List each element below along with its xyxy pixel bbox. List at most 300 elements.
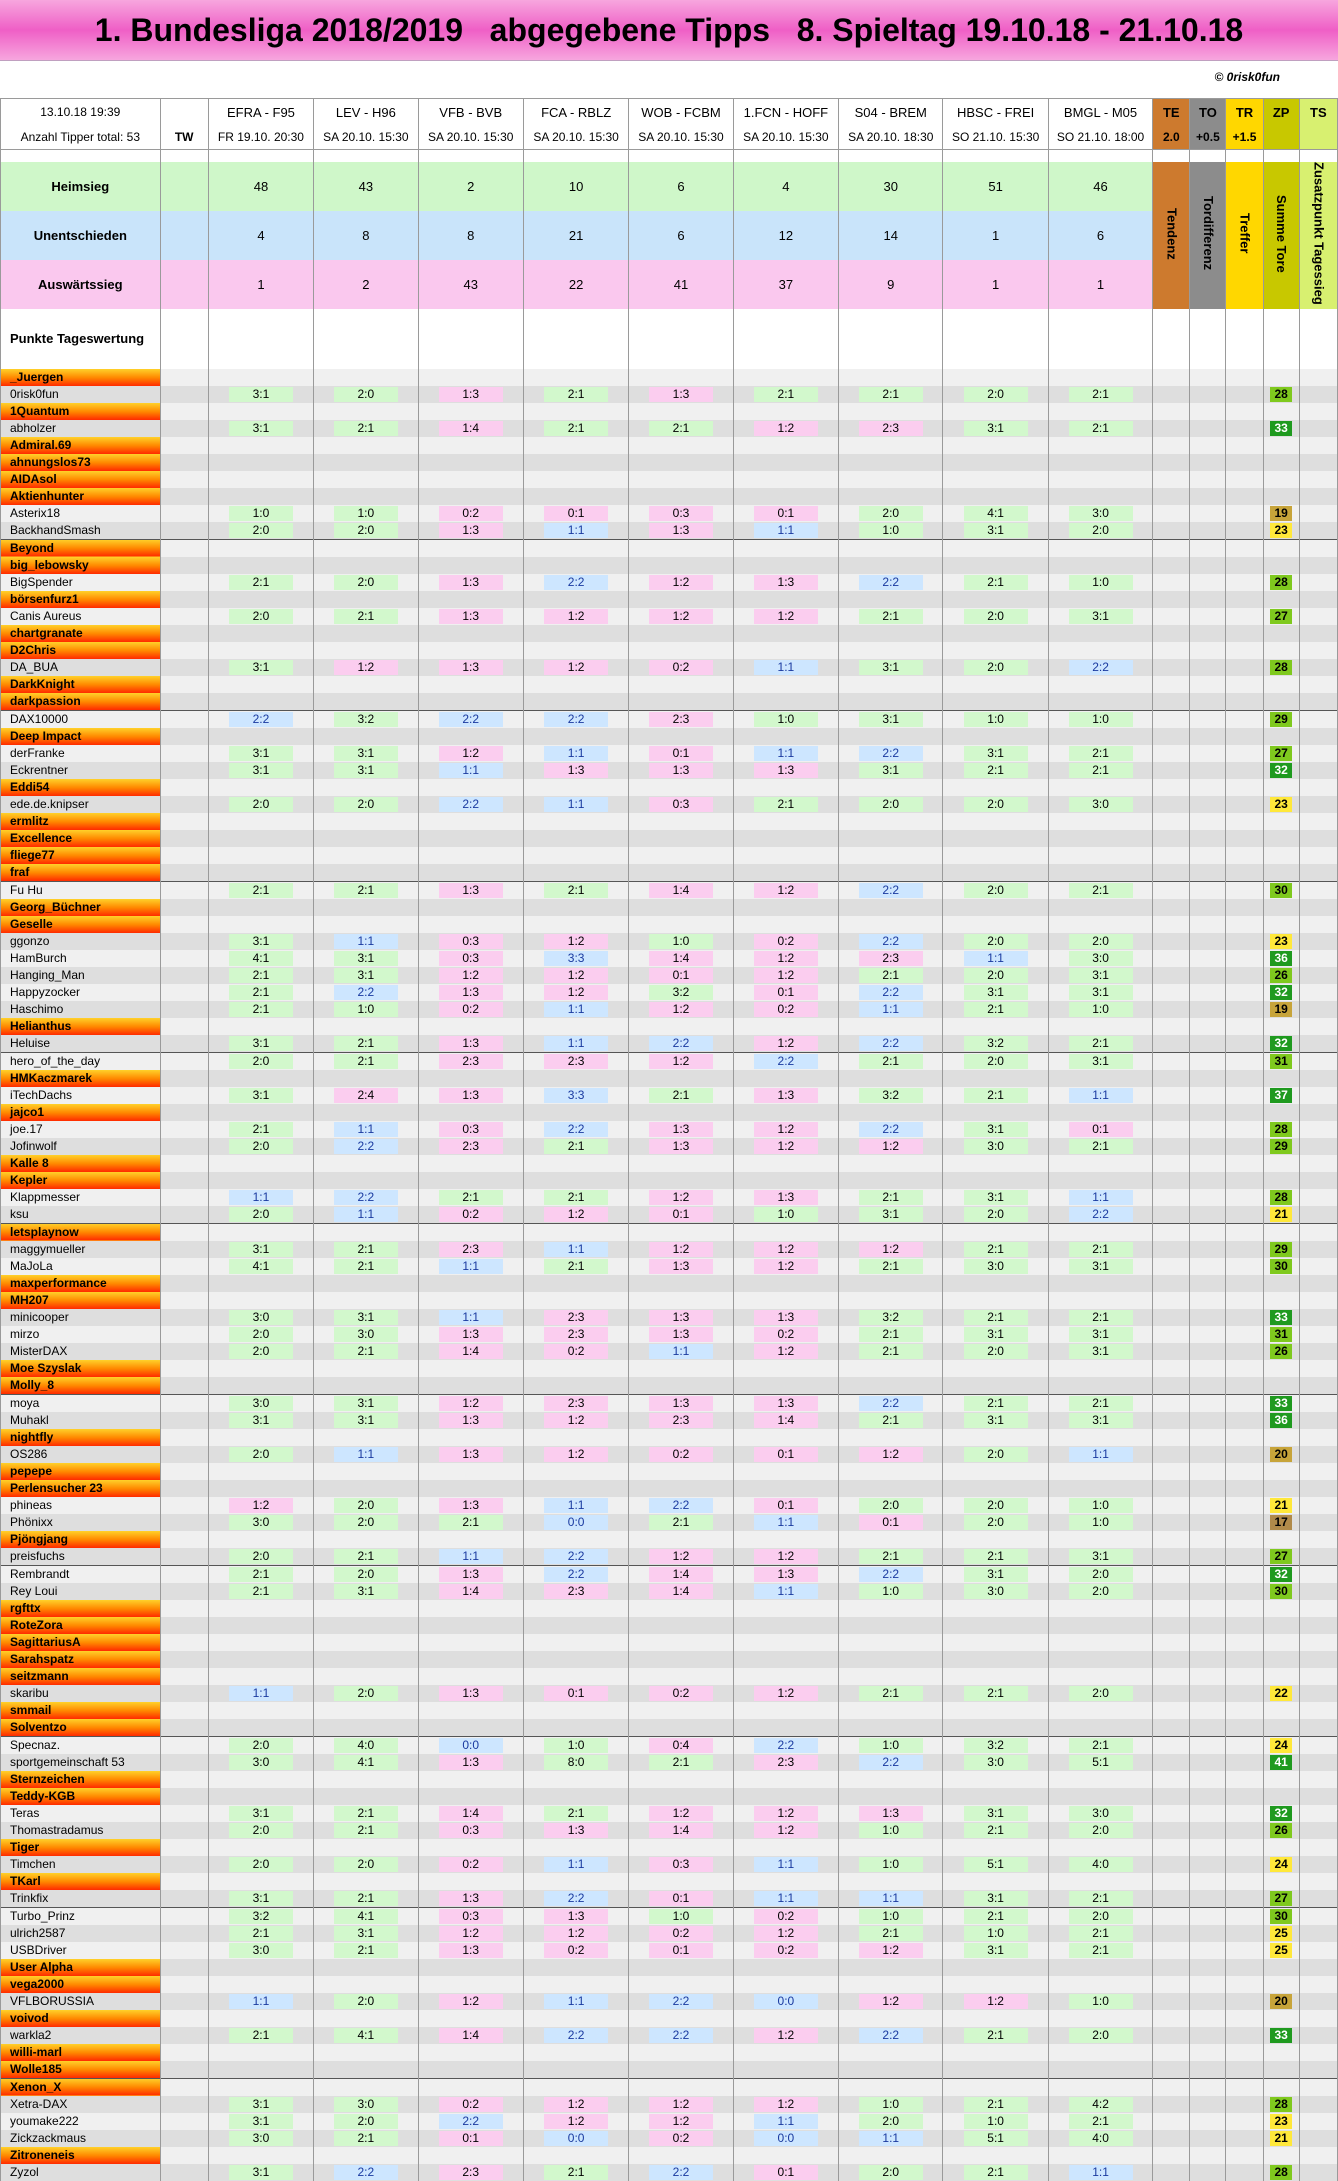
tip-score: 2:0 xyxy=(229,1344,293,1359)
tip-cell xyxy=(418,1839,523,1856)
tip-cell xyxy=(1048,1565,1152,1583)
tip-score: 0:0 xyxy=(754,2131,818,2146)
tip-score: 4:1 xyxy=(229,951,293,966)
tip-score: 2:1 xyxy=(439,1190,503,1205)
tip-score: 2:0 xyxy=(964,1054,1028,1069)
match-name: 1.FCN - HOFF xyxy=(733,99,838,126)
tip-cell xyxy=(733,967,838,984)
player-te xyxy=(1153,1976,1190,1993)
spacer-cell xyxy=(943,150,1048,163)
player-name: chartgranate xyxy=(1,625,161,642)
tip-cell xyxy=(839,1104,943,1121)
tip-cell xyxy=(839,1189,943,1206)
player-tr xyxy=(1226,1907,1263,1925)
spacer-cell xyxy=(1226,150,1263,163)
tip-cell xyxy=(314,1052,418,1070)
tip-cell xyxy=(733,642,838,659)
tip-cell xyxy=(208,642,313,659)
tip-score: 3:1 xyxy=(229,1036,293,1051)
player-tw xyxy=(160,1258,208,1275)
player-ts xyxy=(1299,1685,1337,1702)
player-tw xyxy=(160,369,208,386)
zp-sum: 36 xyxy=(1270,951,1292,966)
tip-cell xyxy=(943,1292,1048,1309)
tip-cell xyxy=(629,420,733,437)
player-ts xyxy=(1299,1736,1337,1754)
player-ts xyxy=(1299,1565,1337,1583)
tip-cell xyxy=(314,1548,418,1566)
player-ts xyxy=(1299,574,1337,591)
player-tr xyxy=(1226,1429,1263,1446)
tip-cell xyxy=(314,1326,418,1343)
player-zp xyxy=(1263,1993,1299,2010)
player-to xyxy=(1190,1309,1226,1326)
tip-score: 3:2 xyxy=(859,1088,923,1103)
tip-cell xyxy=(523,881,628,899)
tip-cell xyxy=(629,2061,733,2079)
player-tw xyxy=(160,864,208,882)
header-row-matches xyxy=(1,99,1338,126)
player-tr xyxy=(1226,1736,1263,1754)
tip-cell xyxy=(733,1087,838,1104)
player-tw xyxy=(160,1754,208,1771)
tip-cell xyxy=(314,454,418,471)
zp-sum: 28 xyxy=(1270,1190,1292,1205)
tip-cell xyxy=(629,1805,733,1822)
player-tw xyxy=(160,1583,208,1600)
tip-score: 1:1 xyxy=(544,523,608,538)
spacer-cell xyxy=(1,150,161,163)
stat-value: 6 xyxy=(1048,211,1152,260)
tip-score: 1:2 xyxy=(649,1806,713,1821)
tip-score: 1:4 xyxy=(649,1584,713,1599)
player-name: fliege77 xyxy=(1,847,161,864)
player-tr xyxy=(1226,967,1263,984)
player-ts xyxy=(1299,1463,1337,1480)
tip-cell xyxy=(733,1018,838,1035)
tip-cell xyxy=(523,2130,628,2147)
tip-cell xyxy=(839,1993,943,2010)
tip-score: 2:0 xyxy=(1069,934,1133,949)
player-tw xyxy=(160,984,208,1001)
tip-cell xyxy=(733,1412,838,1429)
zp-sum: 41 xyxy=(1270,1755,1292,1770)
tip-score: 4:1 xyxy=(229,1259,293,1274)
tip-cell xyxy=(839,1719,943,1737)
tip-cell xyxy=(629,2027,733,2044)
tip-cell xyxy=(523,1839,628,1856)
tip-cell xyxy=(733,1873,838,1890)
player-te xyxy=(1153,847,1190,864)
player-zp xyxy=(1263,1839,1299,1856)
tip-cell xyxy=(314,2130,418,2147)
tip-score: 2:2 xyxy=(229,712,293,727)
tip-cell xyxy=(208,1052,313,1070)
tip-cell xyxy=(208,1788,313,1805)
player-to xyxy=(1190,967,1226,984)
player-tw xyxy=(160,728,208,745)
tip-cell xyxy=(629,386,733,403)
tip-cell xyxy=(733,437,838,454)
tip-cell xyxy=(208,710,313,728)
tip-cell xyxy=(523,1394,628,1412)
tip-score: 1:0 xyxy=(859,1823,923,1838)
tip-score: 2:2 xyxy=(754,1054,818,1069)
player-te xyxy=(1153,1189,1190,1206)
player-name: Hanging_Man xyxy=(1,967,161,984)
tip-cell xyxy=(733,1275,838,1292)
tip-cell xyxy=(208,1429,313,1446)
player-row xyxy=(1,557,1338,574)
header-to-value: +0.5 xyxy=(1190,125,1226,150)
player-row xyxy=(1,1001,1338,1018)
player-te xyxy=(1153,1377,1190,1395)
zp-sum: 19 xyxy=(1270,1002,1292,1017)
player-tw xyxy=(160,1959,208,1976)
player-ts xyxy=(1299,1412,1337,1429)
tip-cell xyxy=(839,2130,943,2147)
tip-cell xyxy=(839,813,943,830)
tip-cell xyxy=(418,1822,523,1839)
tip-cell xyxy=(629,539,733,557)
tip-cell xyxy=(839,745,943,762)
tip-cell xyxy=(208,1275,313,1292)
tip-cell xyxy=(523,762,628,779)
player-ts xyxy=(1299,779,1337,796)
title-banner xyxy=(0,0,1338,61)
tip-cell xyxy=(523,659,628,676)
match-name: EFRA - F95 xyxy=(208,99,313,126)
tip-cell xyxy=(839,2027,943,2044)
tip-cell xyxy=(314,813,418,830)
player-name: Beyond xyxy=(1,539,161,557)
player-to xyxy=(1190,796,1226,813)
tip-cell xyxy=(523,1942,628,1959)
tip-score: 2:1 xyxy=(649,1515,713,1530)
tip-score: 2:1 xyxy=(1069,2114,1133,2129)
player-ts xyxy=(1299,1634,1337,1651)
player-to xyxy=(1190,1394,1226,1412)
player-zp xyxy=(1263,1292,1299,1309)
tip-cell xyxy=(629,1719,733,1737)
tip-score: 1:2 xyxy=(649,1549,713,1564)
player-zp xyxy=(1263,779,1299,796)
tip-cell xyxy=(314,916,418,933)
tip-score: 1:3 xyxy=(649,1122,713,1137)
tip-cell xyxy=(839,1839,943,1856)
player-tr xyxy=(1226,1959,1263,1976)
player-row xyxy=(1,505,1338,522)
player-tw xyxy=(160,386,208,403)
player-row xyxy=(1,2164,1338,2181)
player-name: nightfly xyxy=(1,1429,161,1446)
tip-cell xyxy=(1048,916,1152,933)
tip-cell xyxy=(523,1959,628,1976)
player-zp xyxy=(1263,762,1299,779)
player-zp xyxy=(1263,796,1299,813)
player-tr xyxy=(1226,2010,1263,2027)
player-tr xyxy=(1226,1412,1263,1429)
tip-cell xyxy=(523,899,628,916)
tip-cell xyxy=(208,1993,313,2010)
zp-sum: 28 xyxy=(1270,575,1292,590)
tip-score: 2:0 xyxy=(334,387,398,402)
player-zp xyxy=(1263,2061,1299,2079)
tip-score: 2:1 xyxy=(1069,1139,1133,1154)
tip-score: 1:2 xyxy=(439,968,503,983)
tip-cell xyxy=(418,779,523,796)
player-name: moya xyxy=(1,1394,161,1412)
tip-cell xyxy=(1048,830,1152,847)
player-row xyxy=(1,1446,1338,1463)
tip-cell xyxy=(943,1446,1048,1463)
tip-cell xyxy=(208,1412,313,1429)
player-zp xyxy=(1263,1651,1299,1668)
player-te xyxy=(1153,608,1190,625)
player-te xyxy=(1153,676,1190,693)
player-name: big_lebowsky xyxy=(1,557,161,574)
tip-cell xyxy=(418,1155,523,1172)
tip-score: 2:1 xyxy=(859,968,923,983)
tip-score: 2:1 xyxy=(229,2028,293,2043)
tip-cell xyxy=(208,1942,313,1959)
player-row xyxy=(1,369,1338,386)
zp-sum: 24 xyxy=(1270,1738,1292,1753)
tip-cell xyxy=(943,1856,1048,1873)
player-te xyxy=(1153,1446,1190,1463)
zp-sum: 30 xyxy=(1270,1584,1292,1599)
player-tw xyxy=(160,1275,208,1292)
player-tr xyxy=(1226,2096,1263,2113)
tip-score: 3:0 xyxy=(229,1755,293,1770)
tip-cell xyxy=(943,1822,1048,1839)
tip-score: 1:3 xyxy=(439,1891,503,1906)
player-to xyxy=(1190,1121,1226,1138)
player-to xyxy=(1190,1343,1226,1360)
tip-cell xyxy=(943,1754,1048,1771)
tip-score: 1:2 xyxy=(754,883,818,898)
stat-value: 4 xyxy=(733,162,838,211)
stat-value: 6 xyxy=(629,211,733,260)
tip-score: 0:1 xyxy=(649,1207,713,1222)
tip-score: 2:3 xyxy=(649,1413,713,1428)
player-te xyxy=(1153,1583,1190,1600)
tip-score: 1:3 xyxy=(439,985,503,1000)
player-to xyxy=(1190,1429,1226,1446)
tip-score: 1:2 xyxy=(544,1207,608,1222)
player-tw xyxy=(160,1206,208,1224)
tip-score: 2:0 xyxy=(334,1567,398,1582)
tip-cell xyxy=(733,2061,838,2079)
tip-score: 0:2 xyxy=(754,934,818,949)
tip-cell xyxy=(523,984,628,1001)
tip-cell xyxy=(314,488,418,505)
tip-cell xyxy=(314,625,418,642)
tip-cell xyxy=(733,2096,838,2113)
tip-score: 1:0 xyxy=(1069,1994,1133,2009)
tip-cell xyxy=(839,386,943,403)
player-te xyxy=(1153,659,1190,676)
player-tr xyxy=(1226,1719,1263,1737)
player-ts xyxy=(1299,2078,1337,2096)
tip-cell xyxy=(629,659,733,676)
tip-cell xyxy=(943,1343,1048,1360)
player-name: warkla2 xyxy=(1,2027,161,2044)
tip-cell xyxy=(418,762,523,779)
tip-cell xyxy=(943,1925,1048,1942)
tip-cell xyxy=(314,369,418,386)
tip-cell xyxy=(523,1805,628,1822)
tip-cell xyxy=(733,1822,838,1839)
tip-cell xyxy=(314,1942,418,1959)
player-to xyxy=(1190,539,1226,557)
player-name: youmake222 xyxy=(1,2113,161,2130)
tip-cell xyxy=(629,1754,733,1771)
player-ts xyxy=(1299,1155,1337,1172)
player-zp xyxy=(1263,1600,1299,1617)
player-name: _Juergen xyxy=(1,369,161,386)
tip-cell xyxy=(733,488,838,505)
tip-cell xyxy=(314,2044,418,2061)
player-to xyxy=(1190,403,1226,420)
tip-cell xyxy=(943,967,1048,984)
tip-cell xyxy=(208,899,313,916)
player-te xyxy=(1153,693,1190,711)
tip-cell xyxy=(943,1052,1048,1070)
tip-cell xyxy=(523,1771,628,1788)
spacer-cell xyxy=(1153,150,1190,163)
player-te xyxy=(1153,728,1190,745)
tip-score: 2:2 xyxy=(859,934,923,949)
tip-cell xyxy=(1048,2044,1152,2061)
tip-cell xyxy=(1048,1018,1152,1035)
player-te xyxy=(1153,1685,1190,1702)
tip-cell xyxy=(733,1548,838,1566)
tip-cell xyxy=(733,1993,838,2010)
player-zp xyxy=(1263,950,1299,967)
tip-cell xyxy=(1048,1702,1152,1719)
copyright-note: © 0risk0fun xyxy=(1214,70,1280,84)
tip-cell xyxy=(943,916,1048,933)
player-tw xyxy=(160,2147,208,2164)
tip-cell xyxy=(839,608,943,625)
tip-cell xyxy=(839,676,943,693)
player-zp xyxy=(1263,1719,1299,1737)
tip-cell xyxy=(733,2164,838,2181)
tip-score: 1:2 xyxy=(544,1447,608,1462)
side-label-text-to: Tordifferenz xyxy=(1200,196,1216,271)
player-te xyxy=(1153,899,1190,916)
tip-score: 1:1 xyxy=(334,1447,398,1462)
tip-cell xyxy=(523,505,628,522)
player-tw xyxy=(160,1925,208,1942)
player-tr xyxy=(1226,796,1263,813)
tip-cell xyxy=(1048,1189,1152,1206)
tip-cell xyxy=(733,625,838,642)
player-tr xyxy=(1226,1241,1263,1258)
tip-score: 2:2 xyxy=(334,2165,398,2180)
player-to xyxy=(1190,745,1226,762)
tip-score: 0:2 xyxy=(649,660,713,675)
player-to xyxy=(1190,1326,1226,1343)
tip-score: 1:1 xyxy=(1069,1088,1133,1103)
tip-cell xyxy=(629,1360,733,1377)
player-ts xyxy=(1299,1976,1337,1993)
tip-score: 0:3 xyxy=(439,1122,503,1137)
tip-score: 1:3 xyxy=(754,575,818,590)
player-tw xyxy=(160,1018,208,1035)
tip-cell xyxy=(1048,1942,1152,1959)
tip-cell xyxy=(418,1907,523,1925)
player-zp xyxy=(1263,1583,1299,1600)
tip-cell xyxy=(839,830,943,847)
tip-score: 3:0 xyxy=(1069,797,1133,812)
player-zp xyxy=(1263,881,1299,899)
player-name: HMKaczmarek xyxy=(1,1070,161,1087)
tip-cell xyxy=(523,539,628,557)
player-tr xyxy=(1226,1548,1263,1566)
tip-score: 1:3 xyxy=(439,883,503,898)
tip-cell xyxy=(1048,1377,1152,1395)
zp-sum: 32 xyxy=(1270,1567,1292,1582)
tip-score: 1:2 xyxy=(859,1994,923,2009)
tip-score: 2:0 xyxy=(964,1344,1028,1359)
tip-score: 2:1 xyxy=(1069,1036,1133,1051)
player-to xyxy=(1190,864,1226,882)
tip-cell xyxy=(1048,642,1152,659)
tip-score: 1:1 xyxy=(754,2114,818,2129)
player-zp xyxy=(1263,813,1299,830)
player-ts xyxy=(1299,1480,1337,1497)
tip-cell xyxy=(208,488,313,505)
tip-cell xyxy=(314,1258,418,1275)
tip-score: 1:1 xyxy=(859,1891,923,1906)
player-te xyxy=(1153,1668,1190,1685)
player-te xyxy=(1153,1035,1190,1053)
tip-cell xyxy=(418,2027,523,2044)
tip-cell xyxy=(839,625,943,642)
tip-score: 2:0 xyxy=(229,1738,293,1753)
player-name: pepepe xyxy=(1,1463,161,1480)
tip-cell xyxy=(629,967,733,984)
tip-cell xyxy=(629,1668,733,1685)
tip-cell xyxy=(629,1206,733,1224)
player-ts xyxy=(1299,1617,1337,1634)
player-tw xyxy=(160,745,208,762)
tip-cell xyxy=(314,1446,418,1463)
tip-cell xyxy=(733,1070,838,1087)
tip-cell xyxy=(839,1121,943,1138)
player-to xyxy=(1190,1001,1226,1018)
tip-cell xyxy=(418,2164,523,2181)
tip-cell xyxy=(523,1155,628,1172)
tip-cell xyxy=(1048,1856,1152,1873)
tip-cell xyxy=(314,1976,418,1993)
tip-cell xyxy=(314,1634,418,1651)
tip-cell xyxy=(839,916,943,933)
tip-cell xyxy=(733,1463,838,1480)
tip-score: 3:1 xyxy=(334,1926,398,1941)
player-te xyxy=(1153,2027,1190,2044)
tip-cell xyxy=(523,2061,628,2079)
tip-score: 3:1 xyxy=(859,660,923,675)
tip-cell xyxy=(1048,1326,1152,1343)
tip-cell xyxy=(314,471,418,488)
player-ts xyxy=(1299,420,1337,437)
tip-cell xyxy=(943,1412,1048,1429)
tip-cell xyxy=(839,728,943,745)
player-te xyxy=(1153,1206,1190,1224)
